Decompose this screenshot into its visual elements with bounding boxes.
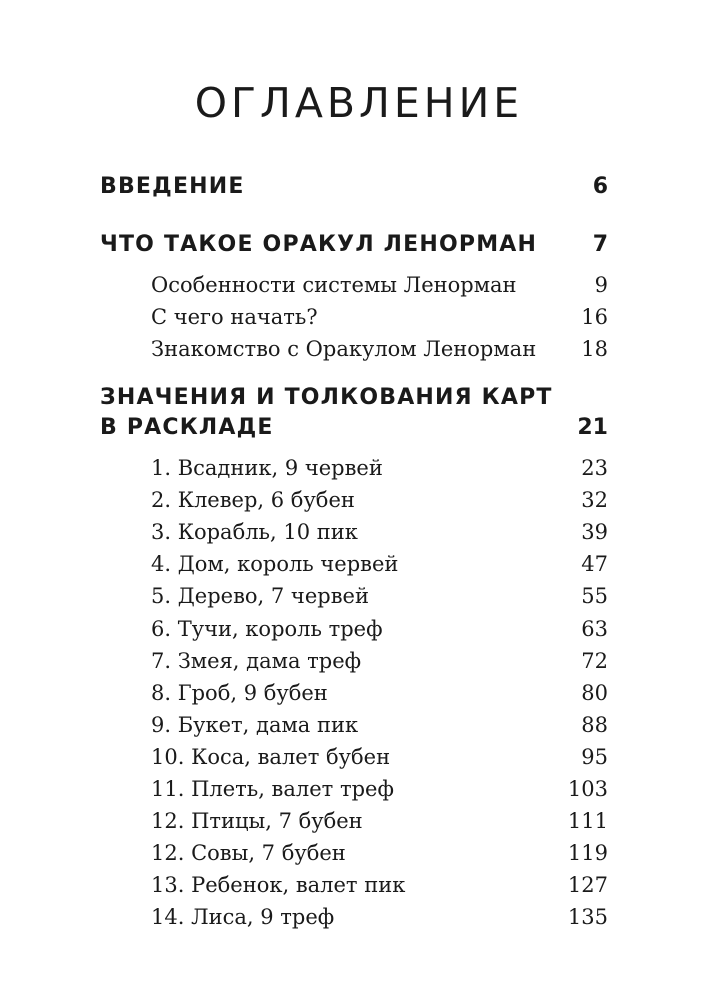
entry-page-number: 72 [581, 648, 608, 673]
entry-page-number: 80 [581, 680, 608, 705]
section-page-number: 7 [592, 232, 608, 257]
toc-entry[interactable] [151, 549, 608, 579]
entry-page-number: 18 [581, 337, 608, 361]
entry-label: 9. Букет, дама пик [151, 712, 359, 737]
entry-page-number: 47 [581, 552, 608, 577]
entry-label: Особенности системы Ленорман [151, 273, 517, 297]
toc-entry[interactable] [151, 678, 608, 708]
entry-page-number: 16 [581, 305, 608, 329]
entry-label: 1. Всадник, 9 червей [151, 456, 383, 480]
entry-label: Знакомство с Оракулом Ленорман [151, 337, 537, 361]
entry-page-number: 135 [567, 905, 608, 930]
toc-entry[interactable] [151, 710, 608, 740]
toc-entry[interactable] [151, 334, 608, 364]
entry-label: 12. Совы, 7 бубен [151, 841, 346, 866]
entry-page-number: 9 [594, 273, 608, 297]
entry-page-number: 103 [567, 777, 608, 801]
entry-label: 8. Гроб, 9 бубен [151, 680, 328, 705]
entry-label: 7. Змея, дама треф [151, 648, 362, 673]
toc-entry[interactable] [151, 485, 608, 515]
toc-entry[interactable] [151, 774, 608, 804]
entry-page-number: 63 [581, 616, 608, 641]
entry-label: 13. Ребенок, валет пик [151, 873, 406, 898]
entry-page-number: 39 [581, 520, 608, 545]
toc-entry[interactable] [151, 453, 608, 483]
toc-entry[interactable] [151, 646, 608, 676]
toc-entry[interactable] [151, 581, 608, 611]
entry-page-number: 55 [581, 584, 608, 609]
toc-section-introduction[interactable] [100, 172, 608, 202]
entry-page-number: 119 [567, 841, 608, 866]
section-page-number: 6 [592, 174, 608, 199]
toc-section-card-meanings[interactable] [100, 383, 608, 443]
entry-page-number: 111 [567, 809, 608, 834]
entry-label: 3. Корабль, 10 пик [151, 520, 358, 545]
toc-entry[interactable] [151, 517, 608, 547]
entry-label: 12. Птицы, 7 бубен [151, 809, 363, 834]
entry-page-number: 23 [581, 456, 608, 480]
entry-label: 14. Лиса, 9 треф [151, 905, 335, 930]
section-label: ЧТО ТАКОЕ ОРАКУЛ ЛЕНОРМАН [100, 232, 538, 257]
toc-entry[interactable] [151, 838, 608, 868]
toc-entry[interactable] [151, 902, 608, 932]
section-label: ВВЕДЕНИЕ [100, 174, 245, 199]
section-label-line2-row [100, 413, 608, 443]
toc-entry[interactable] [151, 806, 608, 836]
toc-entry[interactable] [151, 742, 608, 772]
entry-page-number: 127 [567, 873, 608, 898]
entry-label: 6. Тучи, король треф [151, 616, 383, 641]
toc-entry[interactable] [151, 270, 608, 300]
section-label-line2: В РАСКЛАДЕ [100, 415, 274, 440]
toc-entry[interactable] [151, 302, 608, 332]
entry-label: 4. Дом, король червей [151, 552, 399, 577]
page-title: ОГЛАВЛЕНИЕ [194, 79, 524, 127]
entry-label: С чего начать? [151, 305, 318, 329]
entry-label: 11. Плеть, валет треф [151, 777, 394, 801]
entry-label: 10. Коса, валет бубен [151, 744, 391, 769]
section-label-line1: ЗНАЧЕНИЯ И ТОЛКОВАНИЯ КАРТ [100, 385, 553, 410]
section-page-number: 21 [577, 415, 608, 440]
entry-page-number: 95 [581, 744, 608, 769]
toc-entry[interactable] [151, 614, 608, 644]
entry-page-number: 88 [581, 712, 608, 737]
entry-page-number: 32 [581, 488, 608, 513]
entry-label: 2. Клевер, 6 бубен [151, 488, 355, 513]
toc-entry[interactable] [151, 870, 608, 900]
entry-label: 5. Дерево, 7 червей [151, 584, 369, 609]
toc-section-what-is-lenormand[interactable] [100, 230, 608, 260]
